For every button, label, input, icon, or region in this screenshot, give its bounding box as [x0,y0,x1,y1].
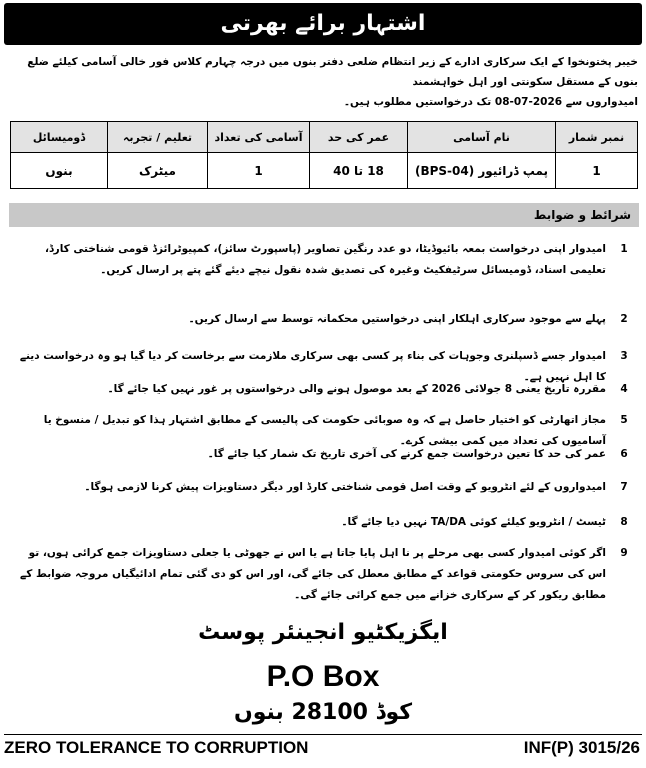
cell-age-limit: 18 تا 40 [310,153,408,189]
list-item [10,543,638,606]
header-serial: نمبر شمار [556,122,638,153]
list-item [10,477,638,498]
header-domicile: ڈومیسائل [11,122,108,153]
list-item [10,239,638,281]
term-text: ٹیسٹ / انٹرویو کیلئے کوئی TA/DA نہیں دیا جائے گا۔ [341,516,606,528]
header-qualification: تعلیم / تجربہ [108,122,208,153]
header-vacancies: آسامی کی تعداد [208,122,310,153]
cell-serial: 1 [556,153,638,189]
footer-slogan: ZERO TOLERANCE TO CORRUPTION [4,738,309,757]
list-item [10,512,638,533]
list-item [10,379,638,400]
term-number: 6 [620,448,628,460]
term-text: پہلے سے موجود سرکاری اہلکار اپنی درخواستیں محکمانہ توسط سے ارسال کریں۔ [188,313,606,325]
list-item [10,444,638,465]
term-text: اگر کوئی امیدوار کسی بھی مرحلے پر نا اہل پایا جاتا ہے یا اس نے جھوٹی یا جعلی دستاویزات جمع کرائی ہوں، تو اس کی سروس حکومتی قواعد کے مطابق معطل کی جائے گی، اور اس کو دی گئی تمام ادائیگیاں مروجہ ضوابط کے مطابق ریکور کر کے سرکاری خزانے میں جمع کرائی جائے گی۔ [20,547,606,601]
term-number: 7 [620,481,628,493]
header-post-name: نام آسامی [408,122,556,153]
term-text: مجاز اتھارٹی کو اختیار حاصل ہے کہ وہ صوبائی حکومت کی پالیسی کے مطابق اشتہار ہذا کو تبدیل / منسوخ یا آسامیوں کی تعداد میں کمی بیشی کرے۔ [43,414,606,447]
table-header-row [11,122,638,153]
term-text: امیدوار اپنی درخواست بمعہ بائیوڈیٹا، دو عدد رنگین تصاویر (پاسپورٹ سائز)، کمپیوٹرائزڈ قومی شناختی کارڈ، تعلیمی اسناد، ڈومیسائل سرٹیفکیٹ وغیرہ کی تصدیق شدہ نقول نیچے دیئے گئے پتے پر ارسال کریں۔ [45,243,606,276]
footer-divider [4,734,642,735]
cell-qualification: میٹرک [108,153,208,189]
footer-reference: INF(P) 3015/26 [523,738,640,757]
list-item [10,309,638,330]
posts-table [10,121,638,189]
term-number: 8 [620,516,628,528]
intro-line-2: امیدواروں سے 2026-07-08 تک درخواستیں مطلوب ہیں۔ [343,96,638,108]
term-number: 3 [620,350,628,362]
terms-heading: شرائط و ضوابط [9,203,639,227]
header-age-limit: عمر کی حد [310,122,408,153]
cell-vacancies: 1 [208,153,310,189]
postal-code: کوڈ 28100 بنوں [233,700,413,725]
term-number: 1 [620,243,628,255]
intro-paragraph [10,52,638,112]
cell-domicile: بنوں [11,153,108,189]
term-number: 9 [620,547,628,559]
term-text: امیدواروں کے لئے انٹرویو کے وقت اصل قومی شناختی کارڈ اور دیگر دستاویزات پیش کرنا لازمی ہوگا۔ [84,481,606,493]
advertisement-title: اشتہار برائے بھرتی [4,3,642,45]
term-number: 4 [620,383,628,395]
table-row [11,153,638,189]
term-text: امیدوار جسے ڈسپلنری وجوہات کی بناء پر کسی بھی سرکاری ملازمت سے برخاست کر دیا گیا ہو وہ درخواست دینے کا اہل نہیں ہے۔ [19,350,606,383]
term-text: مقررہ تاریخ یعنی 8 جولائی 2026 کے بعد موصول ہونے والی درخواستوں پر غور نہیں کیا جائے گا۔ [107,383,606,395]
term-text: عمر کی حد کا تعین درخواست جمع کرنے کی آخری تاریخ تک شمار کیا جائے گا۔ [207,448,606,460]
term-number: 2 [620,313,628,325]
term-number: 5 [620,414,628,426]
intro-line-1: خیبر پختونخوا کے ایک سرکاری ادارے کے زیر انتظام ضلعی دفتر بنوں میں درجہ چہارم کلاس فور خالی آسامی کیلئے ضلع بنوں کے مستقل سکونتی اور اہل خواہشمند [27,56,638,88]
cell-post-name: پمپ ڈرائیور (BPS-04) [408,153,556,189]
office-name: ایگزیکٹیو انجینئر پوسٹ [198,620,448,645]
po-box: P.O Box [266,660,380,693]
